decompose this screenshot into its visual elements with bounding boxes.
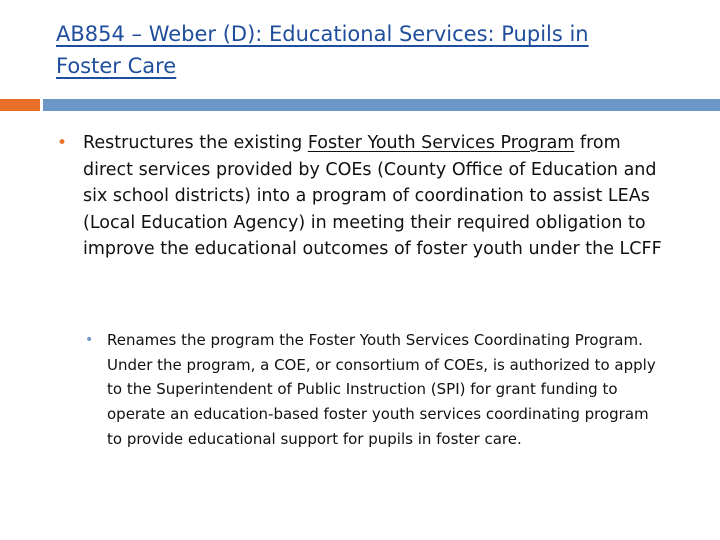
bullet-text [83,130,667,263]
bullet-dot: • [57,133,68,153]
slide-title: AB854 – Weber (D): Educational Services: Pupils in Foster Care [56,22,589,78]
program-name-underlined: Foster Youth Services Program [307,133,575,153]
bullet-text-rest: from direct services provided by COEs (County Office of Education and six school districts) into a program of coordination to assist LEAs (Local Education Agency) in meeting their required obligation to improve the educational outcomes of foster youth under the LCFF [83,133,662,259]
bullet-item-restructures [57,130,667,263]
sub-bullet-item-renames [85,328,665,452]
sub-bullet-dot: • [85,332,94,348]
accent-bar-blue [43,99,720,111]
sub-bullet-text: Renames the program the Foster Youth Services Coordinating Program. Under the program, a COE, or consortium of COEs, is authorized to apply to the Superintendent of Public Instruction (SPI) for grant funding to operate an education-based foster youth services coordinating program to provide educational support for pupils in foster care. [107,331,656,448]
bullet-text-start: Restructures the existing [83,133,308,153]
accent-bar-orange [0,99,40,111]
